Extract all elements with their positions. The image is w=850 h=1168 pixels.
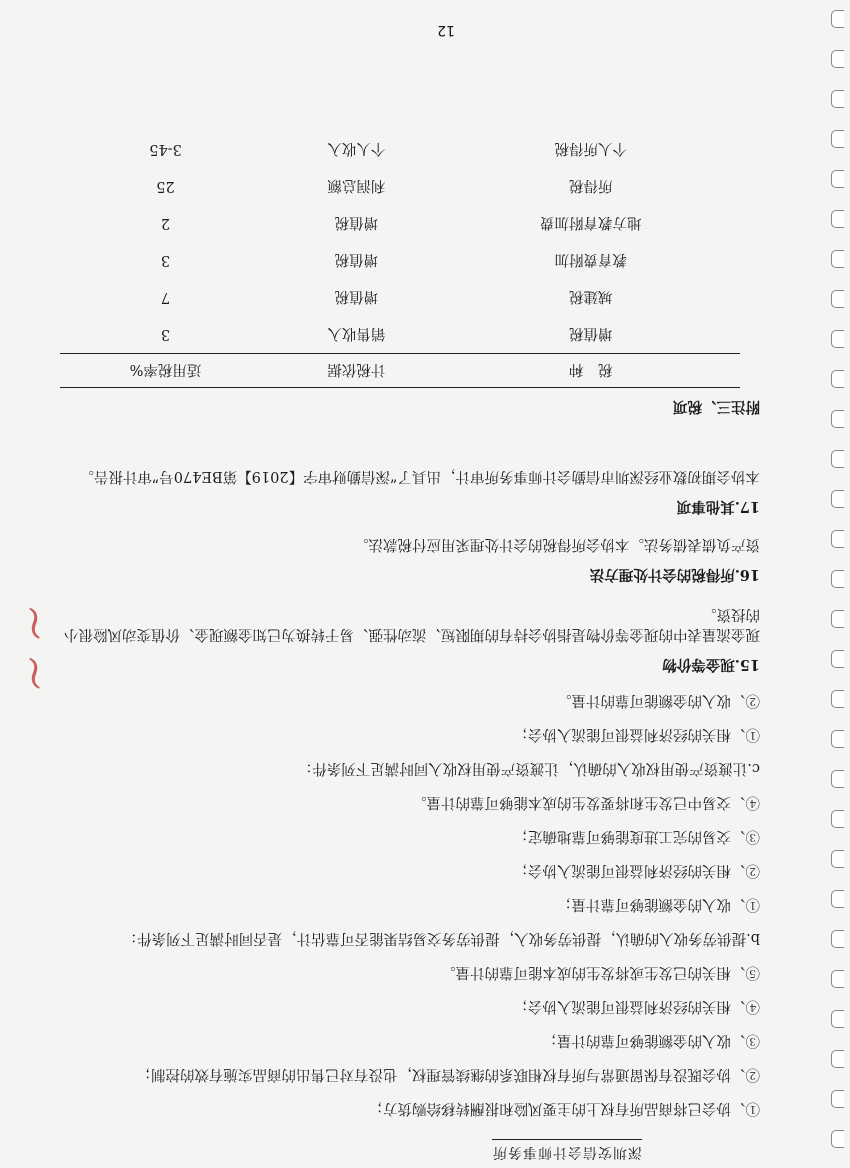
table-row xyxy=(60,279,740,316)
table-cell: 增值税 xyxy=(569,325,613,341)
list-item: ②、收入的金额能可靠的计量。 xyxy=(557,692,760,708)
table-cell: 增值税 xyxy=(334,251,379,267)
table-cell: 增值税 xyxy=(334,214,379,230)
section-15-text: 现金流量表中的现金等价物是指协会持有的期限短、流动性强、易于转换为已知金额现金、价值变动风险很小的投资。 xyxy=(64,606,760,642)
table-cell: 教育费附加 xyxy=(554,251,628,267)
section-17-title: 17.其他事项 xyxy=(676,498,760,515)
binding-edge xyxy=(820,0,850,1168)
list-item: ⑤、相关的已发生或将发生的成本能可靠的计量。 xyxy=(441,964,760,980)
section-16-title: 16.所得税的会计处理方法 xyxy=(589,566,760,583)
list-item: c.让渡资产使用权收入的确认，让渡资产使用权收入同时满足下列条件： xyxy=(297,760,760,776)
firm-header: 深圳安信会计师事务所 xyxy=(492,1139,642,1163)
table-row xyxy=(60,242,740,279)
list-item: ④、相关的经济利益很可能流入协会； xyxy=(513,998,760,1014)
table-cell: 个人所得税 xyxy=(554,140,628,156)
tax-table xyxy=(60,131,740,388)
section-17-text: 本协会期初数业经深圳市信勤会计师事务所审计，出具了“深信勤财审字【2019】第BE470号”审计报告。 xyxy=(79,468,760,484)
table-cell: 利润总额 xyxy=(327,177,386,193)
table-row xyxy=(60,131,740,168)
list-item: ③、收入的金额能够可靠的计量； xyxy=(542,1032,760,1048)
table-cell: 所得税 xyxy=(569,177,613,193)
column-header: 适用税率% xyxy=(60,354,271,388)
column-header: 税 种 xyxy=(442,354,740,388)
column-header: 计税依据 xyxy=(271,354,442,388)
handwritten-mark: ～ xyxy=(13,602,60,644)
table-cell: 地方教育附加费 xyxy=(540,214,642,230)
appendix-title: 附注三、税项 xyxy=(673,398,760,415)
section-16-text: 资产负债表债务法。本协会所得税的会计处理采用应付税款法。 xyxy=(354,536,760,552)
table-cell: 增值税 xyxy=(334,288,379,304)
table-cell: 城建税 xyxy=(569,288,613,304)
table-cell: 3 xyxy=(160,326,171,343)
list-item: ①、收入的金额能够可靠计量； xyxy=(557,896,760,912)
table-cell: 3-45 xyxy=(149,141,182,158)
list-item: ①、相关的经济利益很可能流入协会； xyxy=(513,726,760,742)
list-item: b.提供劳务收入的确认，提供劳务收入，提供劳务交易结果能否可靠估计，是否同时满足下列条件： xyxy=(122,930,760,946)
list-item: ②、协会既没有保留通常与所有权相联系的继续管理权，也没有对已售出的商品实施有效的控制； xyxy=(136,1066,760,1082)
section-15-title: 15.现金等价物 xyxy=(662,656,760,673)
table-cell: 3 xyxy=(160,252,171,269)
list-item: ②、相关的经济利益很可能流入协会； xyxy=(513,862,760,878)
table-row xyxy=(60,316,740,354)
page-number: 12 xyxy=(437,22,455,38)
list-item: ①、协会已将商品所有权上的主要风险和报酬转移给购货方； xyxy=(368,1100,760,1116)
table-cell: 25 xyxy=(156,178,175,195)
handwritten-mark: ～ xyxy=(13,652,60,694)
table-cell: 2 xyxy=(160,215,171,232)
table-cell: 个人收入 xyxy=(327,140,386,156)
table-row xyxy=(60,205,740,242)
list-item: ④、交易中已发生和将要发生的成本能够可靠的计量。 xyxy=(412,794,760,810)
table-cell: 7 xyxy=(160,289,171,306)
table-cell: 销售收入 xyxy=(327,325,386,341)
table-row xyxy=(60,168,740,205)
list-item: ③、交易的完工进度能够可靠地确定； xyxy=(513,828,760,844)
